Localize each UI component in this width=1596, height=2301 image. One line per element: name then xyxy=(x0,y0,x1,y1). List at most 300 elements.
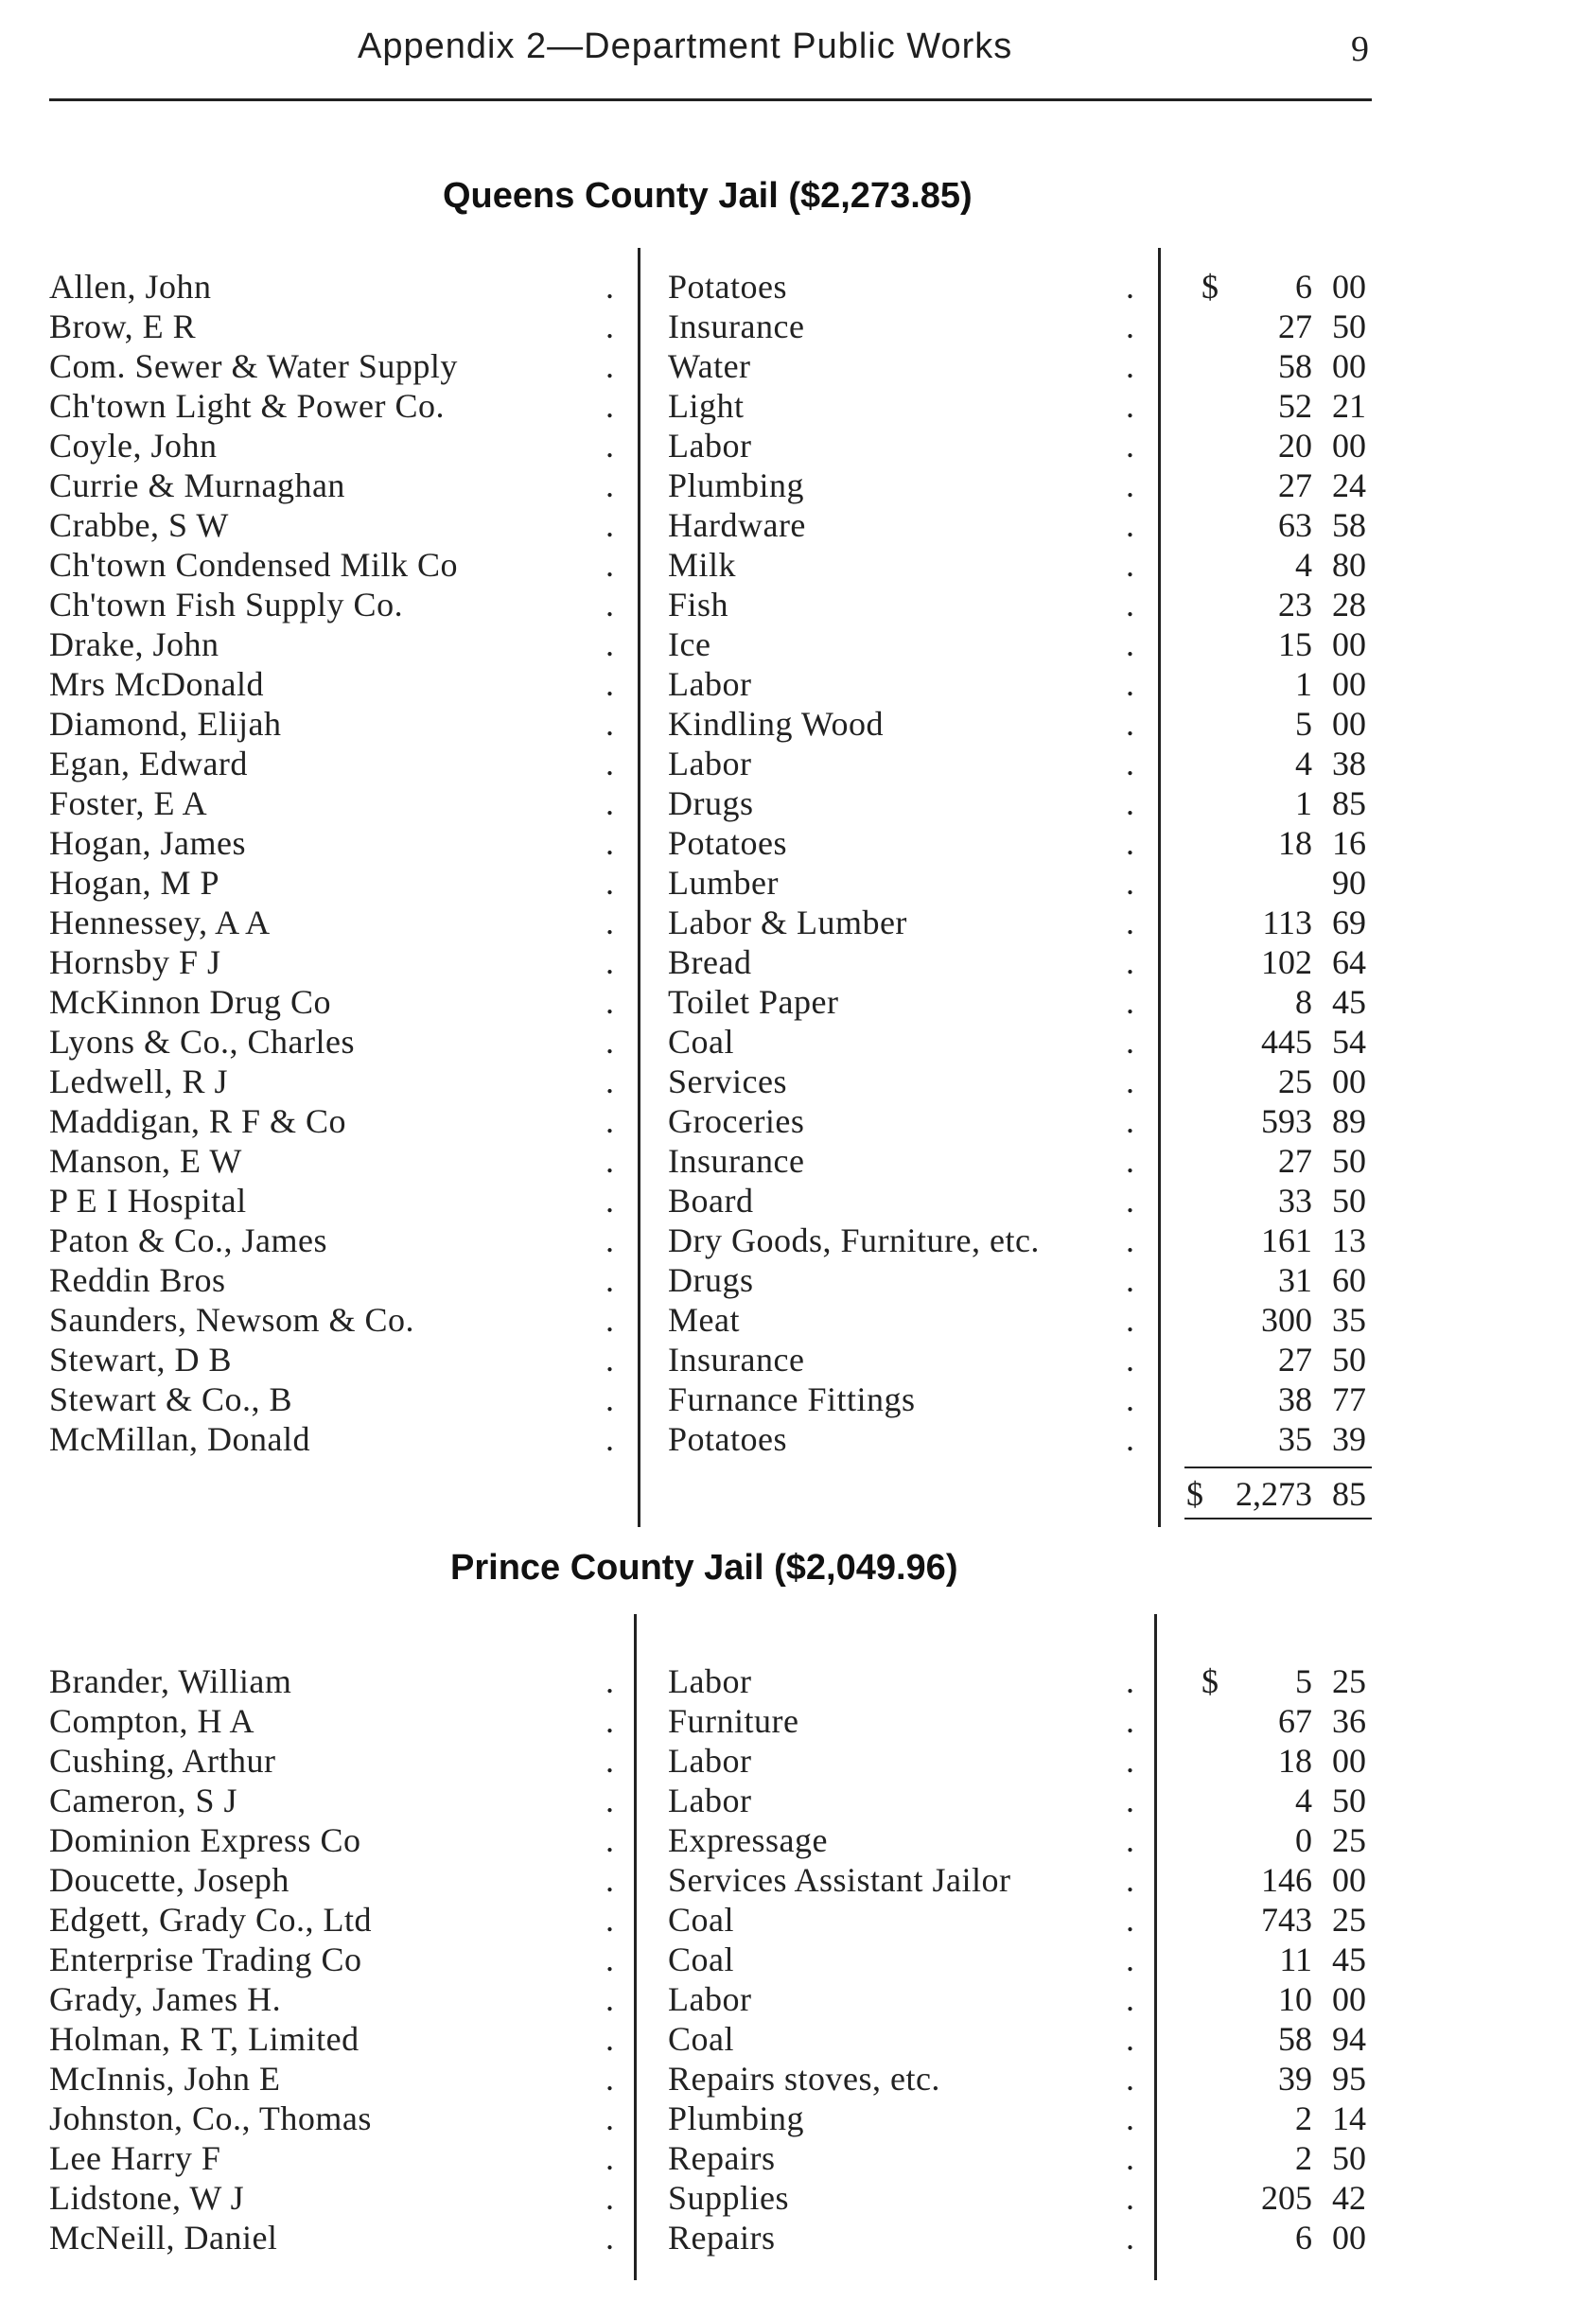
leader-dot: . xyxy=(605,586,614,624)
amount-dollars: 2 xyxy=(1295,2139,1312,2177)
table-row xyxy=(0,704,1596,744)
total-dollars: 2,273 xyxy=(1236,1475,1312,1513)
payee-name: Stewart & Co., B xyxy=(49,1380,292,1418)
payee-name: Grady, James H. xyxy=(49,1980,282,2018)
payee-name: Mrs McDonald xyxy=(49,665,264,703)
table-row xyxy=(0,386,1596,426)
leader-dot: . xyxy=(1126,1301,1134,1339)
item-description: Meat xyxy=(668,1301,740,1339)
item-description: Lumber xyxy=(668,864,779,902)
amount-cents: 00 xyxy=(1332,347,1366,385)
item-description: Fish xyxy=(668,586,729,624)
item-description: Potatoes xyxy=(668,824,787,862)
table-row xyxy=(0,1661,1596,1701)
item-description: Milk xyxy=(668,546,737,584)
leader-dot: . xyxy=(1126,427,1134,465)
item-description: Light xyxy=(668,387,745,425)
leader-dot: . xyxy=(605,784,614,822)
leader-dot: . xyxy=(605,546,614,584)
amount-dollars: 102 xyxy=(1261,943,1312,981)
item-description: Labor xyxy=(668,427,752,465)
leader-dot: . xyxy=(605,1782,614,1819)
table-row xyxy=(0,2178,1596,2218)
leader-dot: . xyxy=(1126,1261,1134,1299)
amount-dollars: 18 xyxy=(1278,824,1312,862)
item-description: Toilet Paper xyxy=(668,983,839,1021)
amount-cents: 85 xyxy=(1332,784,1366,822)
amount-dollars: 4 xyxy=(1295,546,1312,584)
leader-dot: . xyxy=(605,983,614,1021)
amount-dollars: 58 xyxy=(1278,2020,1312,2058)
item-description: Water xyxy=(668,347,751,385)
payee-name: Doucette, Joseph xyxy=(49,1861,289,1899)
leader-dot: . xyxy=(1126,1742,1134,1780)
table-row xyxy=(0,2059,1596,2099)
item-description: Labor & Lumber xyxy=(668,904,907,941)
table-row xyxy=(0,1221,1596,1260)
table-row xyxy=(0,1022,1596,1062)
item-description: Bread xyxy=(668,943,752,981)
amount-dollars: 27 xyxy=(1278,307,1312,345)
table-row xyxy=(0,942,1596,982)
amount-cents: 00 xyxy=(1332,665,1366,703)
leader-dot: . xyxy=(1126,1102,1134,1140)
amount-cents: 00 xyxy=(1332,705,1366,743)
leader-dot: . xyxy=(605,1420,614,1458)
leader-dot: . xyxy=(1126,546,1134,584)
section-title-text: Queens County Jail xyxy=(443,176,779,216)
payee-name: Drake, John xyxy=(49,625,219,663)
amount-dollars: 15 xyxy=(1278,625,1312,663)
total-row xyxy=(0,1472,1596,1516)
leader-dot: . xyxy=(605,2219,614,2257)
leader-dot: . xyxy=(605,745,614,782)
payee-name: Lyons & Co., Charles xyxy=(49,1023,355,1061)
amount-dollars: 4 xyxy=(1295,745,1312,782)
leader-dot: . xyxy=(605,904,614,941)
item-description: Repairs xyxy=(668,2219,776,2257)
amount-cents: 25 xyxy=(1332,1821,1366,1859)
table-row xyxy=(0,1340,1596,1379)
payee-name: Hogan, James xyxy=(49,824,246,862)
item-description: Coal xyxy=(668,2020,734,2058)
item-description: Labor xyxy=(668,665,752,703)
leader-dot: . xyxy=(1126,1821,1134,1859)
amount-dollars: 63 xyxy=(1278,506,1312,544)
header-rule xyxy=(49,98,1372,101)
leader-dot: . xyxy=(605,1742,614,1780)
leader-dot: . xyxy=(605,1901,614,1939)
table-row xyxy=(0,1979,1596,2019)
leader-dot: . xyxy=(605,2139,614,2177)
payee-name: Maddigan, R F & Co xyxy=(49,1102,347,1140)
leader-dot: . xyxy=(605,387,614,425)
amount-dollars: 1 xyxy=(1295,784,1312,822)
table-row xyxy=(0,744,1596,783)
leader-dot: . xyxy=(605,1221,614,1259)
table-row xyxy=(0,1062,1596,1101)
leader-dot: . xyxy=(1126,307,1134,345)
table-row xyxy=(0,1900,1596,1940)
leader-dot: . xyxy=(1126,1221,1134,1259)
payee-name: McMillan, Donald xyxy=(49,1420,310,1458)
leader-dot: . xyxy=(605,506,614,544)
item-description: Potatoes xyxy=(668,268,787,306)
table-row xyxy=(0,2218,1596,2257)
table-row xyxy=(0,1379,1596,1419)
amount-cents: 00 xyxy=(1332,1742,1366,1780)
amount-cents: 95 xyxy=(1332,2060,1366,2098)
table-row xyxy=(0,664,1596,704)
item-description: Board xyxy=(668,1182,754,1220)
payee-name: Manson, E W xyxy=(49,1142,242,1180)
item-description: Kindling Wood xyxy=(668,705,884,743)
item-description: Hardware xyxy=(668,506,806,544)
leader-dot: . xyxy=(605,1142,614,1180)
leader-dot: . xyxy=(1126,864,1134,902)
payee-name: Reddin Bros xyxy=(49,1261,226,1299)
leader-dot: . xyxy=(1126,1702,1134,1740)
payee-name: Foster, E A xyxy=(49,784,208,822)
leader-dot: . xyxy=(1126,824,1134,862)
item-description: Furniture xyxy=(668,1702,799,1740)
leader-dot: . xyxy=(605,1301,614,1339)
leader-dot: . xyxy=(605,943,614,981)
amount-dollars: 58 xyxy=(1278,347,1312,385)
amount-cents: 24 xyxy=(1332,466,1366,504)
running-header-title: Appendix 2—Department Public Works xyxy=(358,26,1013,66)
table-row xyxy=(0,823,1596,863)
amount-cents: 38 xyxy=(1332,745,1366,782)
payee-name: P E I Hospital xyxy=(49,1182,247,1220)
section-amount: ($2,049.96) xyxy=(774,1548,958,1588)
table-row xyxy=(0,545,1596,585)
amount-cents: 50 xyxy=(1332,307,1366,345)
amount-dollars: 52 xyxy=(1278,387,1312,425)
item-description: Dry Goods, Furniture, etc. xyxy=(668,1221,1040,1259)
leader-dot: . xyxy=(605,2020,614,2058)
amount-dollars: 25 xyxy=(1278,1063,1312,1100)
leader-dot: . xyxy=(605,1063,614,1100)
leader-dot: . xyxy=(605,427,614,465)
amount-dollars: 39 xyxy=(1278,2060,1312,2098)
leader-dot: . xyxy=(1126,1662,1134,1700)
leader-dot: . xyxy=(1126,2060,1134,2098)
leader-dot: . xyxy=(605,1023,614,1061)
section-title-text: Prince County Jail xyxy=(450,1548,764,1588)
dollar-sign: $ xyxy=(1201,1662,1219,1700)
leader-dot: . xyxy=(605,1662,614,1700)
table-row xyxy=(0,982,1596,1022)
item-description: Drugs xyxy=(668,784,754,822)
leader-dot: . xyxy=(1126,705,1134,743)
leader-dot: . xyxy=(1126,387,1134,425)
amount-cents: 00 xyxy=(1332,1861,1366,1899)
amount-dollars: 6 xyxy=(1295,2219,1312,2257)
amount-dollars: 8 xyxy=(1295,983,1312,1021)
amount-dollars: 33 xyxy=(1278,1182,1312,1220)
item-description: Drugs xyxy=(668,1261,754,1299)
amount-cents: 42 xyxy=(1332,2179,1366,2217)
item-description: Insurance xyxy=(668,1142,805,1180)
leader-dot: . xyxy=(1126,1341,1134,1379)
table-row xyxy=(0,863,1596,903)
table-row xyxy=(0,1860,1596,1900)
item-description: Labor xyxy=(668,745,752,782)
amount-dollars: 27 xyxy=(1278,1142,1312,1180)
leader-dot: . xyxy=(1126,1063,1134,1100)
table-row xyxy=(0,903,1596,942)
payee-name: Ch'town Condensed Milk Co xyxy=(49,546,459,584)
payee-name: Edgett, Grady Co., Ltd xyxy=(49,1901,372,1939)
amount-dollars: 743 xyxy=(1261,1901,1312,1939)
item-description: Coal xyxy=(668,1941,734,1978)
amount-cents: 94 xyxy=(1332,2020,1366,2058)
leader-dot: . xyxy=(1126,943,1134,981)
amount-dollars: 161 xyxy=(1261,1221,1312,1259)
item-description: Labor xyxy=(668,1782,752,1819)
leader-dot: . xyxy=(1126,784,1134,822)
leader-dot: . xyxy=(1126,904,1134,941)
item-description: Insurance xyxy=(668,1341,805,1379)
payee-name: Egan, Edward xyxy=(49,745,248,782)
item-description: Expressage xyxy=(668,1821,828,1859)
amount-cents: 16 xyxy=(1332,824,1366,862)
item-description: Repairs xyxy=(668,2139,776,2177)
amount-dollars: 5 xyxy=(1295,1662,1312,1700)
table-row xyxy=(0,2019,1596,2059)
amount-dollars: 20 xyxy=(1278,427,1312,465)
section-amount: ($2,273.85) xyxy=(788,176,973,216)
amount-cents: 36 xyxy=(1332,1702,1366,1740)
amount-dollars: 27 xyxy=(1278,1341,1312,1379)
table-row xyxy=(0,2099,1596,2138)
leader-dot: . xyxy=(605,2060,614,2098)
leader-dot: . xyxy=(1126,2139,1134,2177)
page-header xyxy=(0,0,1596,114)
amount-cents: 60 xyxy=(1332,1261,1366,1299)
payee-name: Holman, R T, Limited xyxy=(49,2020,360,2058)
leader-dot: . xyxy=(1126,347,1134,385)
leader-dot: . xyxy=(605,1102,614,1140)
leader-dot: . xyxy=(1126,1941,1134,1978)
payee-name: Ch'town Light & Power Co. xyxy=(49,387,445,425)
item-description: Supplies xyxy=(668,2179,790,2217)
leader-dot: . xyxy=(605,625,614,663)
table-row xyxy=(0,783,1596,823)
table-row xyxy=(0,1781,1596,1820)
item-description: Potatoes xyxy=(668,1420,787,1458)
amount-dollars: 300 xyxy=(1261,1301,1312,1339)
amount-dollars: 593 xyxy=(1261,1102,1312,1140)
payee-name: Brander, William xyxy=(49,1662,292,1700)
leader-dot: . xyxy=(1126,2020,1134,2058)
payee-name: Lidstone, W J xyxy=(49,2179,245,2217)
amount-dollars: 1 xyxy=(1295,665,1312,703)
amount-cents: 00 xyxy=(1332,2219,1366,2257)
amount-cents: 00 xyxy=(1332,268,1366,306)
amount-cents: 50 xyxy=(1332,1142,1366,1180)
amount-cents: 14 xyxy=(1332,2099,1366,2137)
payee-name: Johnston, Co., Thomas xyxy=(49,2099,372,2137)
payee-name: Crabbe, S W xyxy=(49,506,229,544)
total-cents: 85 xyxy=(1332,1475,1366,1513)
amount-dollars: 445 xyxy=(1261,1023,1312,1061)
page-number: 9 xyxy=(1351,29,1369,69)
amount-dollars: 10 xyxy=(1278,1980,1312,2018)
amount-cents: 54 xyxy=(1332,1023,1366,1061)
amount-dollars: 4 xyxy=(1295,1782,1312,1819)
payee-name: Dominion Express Co xyxy=(49,1821,361,1859)
item-description: Labor xyxy=(668,1742,752,1780)
amount-cents: 89 xyxy=(1332,1102,1366,1140)
leader-dot: . xyxy=(1126,1023,1134,1061)
leader-dot: . xyxy=(1126,1420,1134,1458)
amount-dollars: 23 xyxy=(1278,586,1312,624)
item-description: Plumbing xyxy=(668,466,805,504)
leader-dot: . xyxy=(605,466,614,504)
table-row xyxy=(0,1141,1596,1181)
amount-cents: 90 xyxy=(1332,864,1366,902)
amount-cents: 80 xyxy=(1332,546,1366,584)
leader-dot: . xyxy=(1126,2179,1134,2217)
leader-dot: . xyxy=(605,705,614,743)
amount-dollars: 38 xyxy=(1278,1380,1312,1418)
amount-cents: 00 xyxy=(1332,427,1366,465)
payee-name: McInnis, John E xyxy=(49,2060,281,2098)
payee-name: Cameron, S J xyxy=(49,1782,237,1819)
leader-dot: . xyxy=(1126,1782,1134,1819)
leader-dot: . xyxy=(605,307,614,345)
leader-dot: . xyxy=(1126,1901,1134,1939)
leader-dot: . xyxy=(1126,2219,1134,2257)
table-row xyxy=(0,2138,1596,2178)
leader-dot: . xyxy=(605,1941,614,1978)
table-row xyxy=(0,346,1596,386)
item-description: Furnance Fittings xyxy=(668,1380,916,1418)
payee-name: Enterprise Trading Co xyxy=(49,1941,362,1978)
table-row xyxy=(0,505,1596,545)
leader-dot: . xyxy=(1126,1142,1134,1180)
amount-cents: 50 xyxy=(1332,1341,1366,1379)
amount-cents: 58 xyxy=(1332,506,1366,544)
payee-name: Hornsby F J xyxy=(49,943,221,981)
amount-dollars: 6 xyxy=(1295,268,1312,306)
item-description: Coal xyxy=(668,1901,734,1939)
amount-dollars: 67 xyxy=(1278,1702,1312,1740)
leader-dot: . xyxy=(1126,586,1134,624)
amount-cents: 25 xyxy=(1332,1662,1366,1700)
item-description: Insurance xyxy=(668,307,805,345)
table-row xyxy=(0,307,1596,346)
table-row xyxy=(0,1701,1596,1741)
leader-dot: . xyxy=(605,1341,614,1379)
table-row xyxy=(0,426,1596,465)
amount-dollars: 35 xyxy=(1278,1420,1312,1458)
section-title-prince xyxy=(450,1548,957,1589)
amount-cents: 00 xyxy=(1332,625,1366,663)
payee-name: Com. Sewer & Water Supply xyxy=(49,347,458,385)
amount-cents: 69 xyxy=(1332,904,1366,941)
leader-dot: . xyxy=(605,1821,614,1859)
leader-dot: . xyxy=(1126,665,1134,703)
table-row xyxy=(0,1260,1596,1300)
amount-dollars: 5 xyxy=(1295,705,1312,743)
total-underline xyxy=(1184,1518,1372,1519)
table-row xyxy=(0,585,1596,624)
amount-cents: 77 xyxy=(1332,1380,1366,1418)
amount-dollars: 18 xyxy=(1278,1742,1312,1780)
payee-name: Brow, E R xyxy=(49,307,197,345)
amount-dollars: 113 xyxy=(1262,904,1312,941)
payee-name: Diamond, Elijah xyxy=(49,705,282,743)
amount-dollars: 0 xyxy=(1295,1821,1312,1859)
payee-name: Stewart, D B xyxy=(49,1341,232,1379)
payee-name: Saunders, Newsom & Co. xyxy=(49,1301,414,1339)
table-row xyxy=(0,1181,1596,1221)
amount-dollars: 11 xyxy=(1279,1941,1312,1978)
item-description: Groceries xyxy=(668,1102,805,1140)
leader-dot: . xyxy=(605,347,614,385)
dollar-sign: $ xyxy=(1201,268,1219,306)
amount-dollars: 31 xyxy=(1278,1261,1312,1299)
leader-dot: . xyxy=(1126,506,1134,544)
item-description: Coal xyxy=(668,1023,734,1061)
leader-dot: . xyxy=(605,824,614,862)
amount-cents: 35 xyxy=(1332,1301,1366,1339)
amount-dollars: 205 xyxy=(1261,2179,1312,2217)
payee-name: Ch'town Fish Supply Co. xyxy=(49,586,404,624)
section-title-queens xyxy=(443,176,973,217)
leader-dot: . xyxy=(1126,2099,1134,2137)
amount-cents: 45 xyxy=(1332,983,1366,1021)
leader-dot: . xyxy=(1126,1380,1134,1418)
amount-cents: 50 xyxy=(1332,1782,1366,1819)
leader-dot: . xyxy=(605,1380,614,1418)
leader-dot: . xyxy=(605,1861,614,1899)
table-row xyxy=(0,1419,1596,1459)
item-description: Labor xyxy=(668,1980,752,2018)
amount-dollars: 146 xyxy=(1261,1861,1312,1899)
amount-cents: 39 xyxy=(1332,1420,1366,1458)
leader-dot: . xyxy=(605,1702,614,1740)
payee-name: Hennessey, A A xyxy=(49,904,271,941)
amount-cents: 13 xyxy=(1332,1221,1366,1259)
table-row xyxy=(0,465,1596,505)
leader-dot: . xyxy=(605,1980,614,2018)
amount-dollars: 2 xyxy=(1295,2099,1312,2137)
payee-name: Ledwell, R J xyxy=(49,1063,228,1100)
payee-name: Currie & Murnaghan xyxy=(49,466,345,504)
amount-cents: 25 xyxy=(1332,1901,1366,1939)
payee-name: Paton & Co., James xyxy=(49,1221,327,1259)
table-row xyxy=(0,1940,1596,1979)
item-description: Ice xyxy=(668,625,711,663)
leader-dot: . xyxy=(605,864,614,902)
amount-cents: 50 xyxy=(1332,2139,1366,2177)
payee-name: Cushing, Arthur xyxy=(49,1742,276,1780)
amount-cents: 28 xyxy=(1332,586,1366,624)
total-rule xyxy=(1184,1467,1372,1468)
leader-dot: . xyxy=(605,2179,614,2217)
payee-name: Hogan, M P xyxy=(49,864,220,902)
amount-cents: 00 xyxy=(1332,1980,1366,2018)
item-description: Services xyxy=(668,1063,787,1100)
payee-name: McNeill, Daniel xyxy=(49,2219,278,2257)
total-dollar-sign: $ xyxy=(1186,1475,1203,1513)
amount-cents: 50 xyxy=(1332,1182,1366,1220)
payee-name: Lee Harry F xyxy=(49,2139,221,2177)
